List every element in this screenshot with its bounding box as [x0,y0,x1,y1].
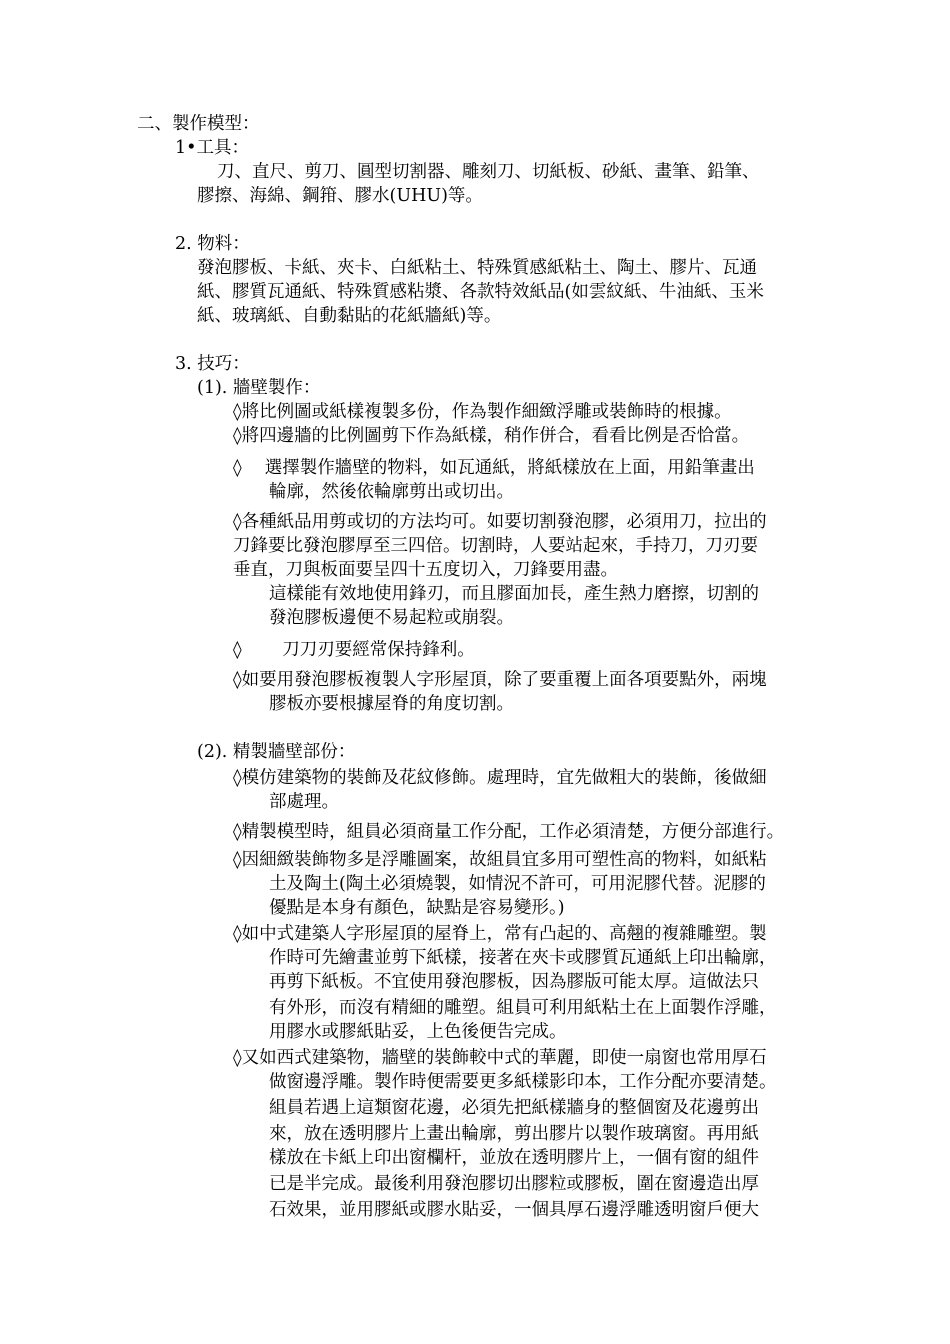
refined-line: ◊如中式建築人字形屋頂的屋脊上，常有凸起的、高翹的複雜雕塑。製 [233,924,767,944]
wall-line: ◊將比例圖或紙樣複製多份，作為製作細緻浮雕或裝飾時的根據。 [233,402,732,422]
materials-line: 紙、玻璃紙、自動黏貼的花紙牆紙)等。 [197,306,502,326]
wall-heading: (1). 牆壁製作： [197,378,321,398]
wall-line: ◊將四邊牆的比例圖剪下作為紙樣，稍作併合，看看比例是否恰當。 [233,426,750,446]
refined-line: 石效果，並用膠紙或膠水貼妥，一個具厚石邊浮雕透明窗戶便大 [269,1200,759,1220]
refined-heading: (2). 精製牆壁部份： [197,742,356,762]
section-heading: 二、製作模型： [137,114,260,134]
refined-line: 做窗邊浮雕。製作時便需要更多紙樣影印本，工作分配亦要清楚。 [269,1072,777,1092]
tools-line: 膠擦、海綿、鋼箝、膠水(UHU)等。 [197,186,483,206]
tools-line: 刀、直尺、剪刀、圓型切割器、雕刻刀、切紙板、砂紙、畫筆、鉛筆、 [217,162,760,182]
refined-line: ◊因細緻裝飾物多是浮雕圖案，故組員宜多用可塑性高的物料，如紙粘 [233,850,767,870]
refined-line: 用膠水或膠紙貼妥，上色後便告完成。 [269,1022,567,1042]
wall-line: 垂直，刀與板面要呈四十五度切入，刀鋒要用盡。 [233,560,618,580]
wall-line: 發泡膠板邊便不易起粒或崩裂。 [269,608,514,628]
wall-line: 輪廓，然後依輪廓剪出或切出。 [269,482,514,502]
wall-line: ◊ 刀刀刃要經常保持鋒利。 [233,640,475,660]
skills-heading: 3. 技巧： [175,354,250,374]
wall-line: 刀鋒要比發泡膠厚至三四倍。切割時，人要站起來，手持刀，刀刃要 [233,536,758,556]
refined-line: 優點是本身有顏色，缺點是容易變形。) [269,898,565,918]
refined-line: 有外形，而沒有精細的雕塑。組員可利用紙粘土在上面製作浮雕， [269,998,777,1018]
wall-line: 膠板亦要根據屋脊的角度切割。 [269,694,514,714]
wall-line: ◊如要用發泡膠板複製人字形屋頂，除了要重覆上面各項要點外，兩塊 [233,670,767,690]
refined-line: 再剪下紙板。不宜使用發泡膠板，因為膠版可能太厚。這做法只 [269,972,759,992]
refined-line: 作時可先繪畫並剪下紙樣，接著在夾卡或膠質瓦通紙上印出輪廓， [269,948,777,968]
refined-line: 部處理。 [269,792,339,812]
refined-line: 已是半完成。最後利用發泡膠切出膠粒或膠板，圍在窗邊造出厚 [269,1174,759,1194]
wall-line: ◊各種紙品用剪或切的方法均可。如要切割發泡膠，必須用刀，拉出的 [233,512,767,532]
materials-heading: 2. 物料： [175,234,250,254]
materials-line: 發泡膠板、卡紙、夾卡、白紙粘土、特殊質感紙粘土、陶土、膠片、瓦通 [197,258,757,278]
refined-line: 樣放在卡紙上印出窗欄杆，並放在透明膠片上，一個有窗的組件 [269,1148,759,1168]
refined-line: 土及陶土(陶土必須燒製，如情況不許可，可用泥膠代替。泥膠的 [269,874,766,894]
wall-line: 這樣能有效地使用鋒刃，而且膠面加長，產生熱力磨擦，切割的 [269,584,759,604]
refined-line: 組員若遇上這類窗花邊，必須先把紙樣牆身的整個窗及花邊剪出 [269,1098,759,1118]
materials-line: 紙、膠質瓦通紙、特殊質感粘漿、各款特效紙品(如雲紋紙、牛油紙、玉米 [197,282,764,302]
refined-line: ◊又如西式建築物，牆壁的裝飾較中式的華麗，即使一扇窗也常用厚石 [233,1048,767,1068]
refined-line: ◊精製模型時，組員必須商量工作分配，工作必須清楚，方便分部進行。 [233,822,785,842]
wall-line: ◊ 選擇製作牆壁的物料，如瓦通紙，將紙樣放在上面，用鉛筆畫出 [233,458,755,478]
refined-line: ◊模仿建築物的裝飾及花紋修飾。處理時，宜先做粗大的裝飾，後做細 [233,768,767,788]
tools-heading: 1•工具： [175,138,249,158]
refined-line: 來，放在透明膠片上畫出輪廓，剪出膠片以製作玻璃窗。再用紙 [269,1124,759,1144]
